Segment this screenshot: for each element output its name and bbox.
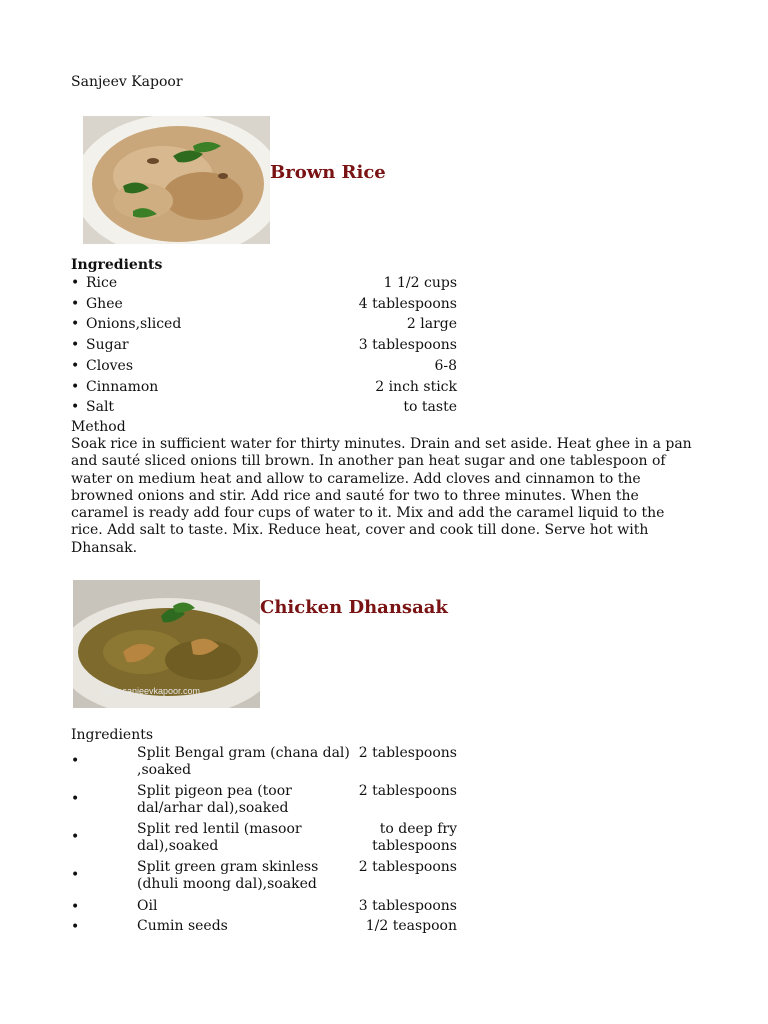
ingredient-quantity: 1/2 teaspoon [365, 918, 457, 934]
photo-watermark: www.sanjeevkapoor.com [101, 686, 201, 696]
bullet-icon: • [71, 919, 80, 935]
bullet-icon: • [71, 357, 80, 374]
ingredient-name: Oil [137, 898, 158, 914]
bullet-icon: • [71, 316, 80, 333]
recipe1-ingredients-heading: Ingredients [71, 257, 163, 273]
ingredient-quantity: 2 tablespoons [358, 745, 457, 761]
ingredient-row [71, 783, 457, 817]
ingredient-row [71, 859, 457, 893]
bullet-icon: • [71, 337, 80, 354]
brown-rice-photo [83, 116, 270, 244]
ingredient-name: Cinnamon [86, 378, 159, 395]
ingredient-quantity: 2 tablespoons [358, 859, 457, 875]
ingredient-quantity: 2 inch stick [375, 378, 457, 395]
ingredient-row [71, 918, 457, 935]
ingredient-name: Sugar [86, 337, 129, 354]
ingredient-name: Split pigeon pea (toor dal/arhar dal),soaked [137, 783, 292, 816]
bullet-icon: • [71, 378, 80, 395]
ingredient-row [71, 898, 457, 915]
ingredient-name: Split green gram skinless (dhuli moong dal),soaked [137, 859, 319, 892]
ingredient-name: Onions,sliced [86, 316, 182, 333]
chicken-dhansaak-photo [73, 580, 260, 708]
ingredient-quantity: to taste [403, 399, 457, 416]
ingredient-row [71, 399, 457, 419]
ingredient-name: Ghee [86, 295, 123, 312]
ingredient-name: Rice [86, 275, 118, 291]
ingredient-row [71, 358, 457, 378]
ingredient-name: Split red lentil (masoor dal),soaked [137, 821, 302, 854]
bullet-icon: • [71, 295, 80, 312]
bullet-icon: • [71, 899, 80, 915]
bullet-icon: • [71, 275, 80, 291]
bullet-icon: • [71, 867, 80, 883]
ingredient-quantity: 3 tablespoons [358, 337, 457, 354]
ingredient-quantity: to deep fry tablespoons [372, 821, 457, 854]
ingredient-quantity: 2 tablespoons [358, 783, 457, 799]
ingredient-row [71, 379, 457, 399]
ingredient-name: Cumin seeds [137, 918, 228, 934]
bullet-icon: • [71, 399, 80, 416]
bullet-icon: • [71, 829, 80, 845]
ingredient-row [71, 316, 457, 336]
recipe2-ingredients-heading: Ingredients [71, 727, 154, 743]
ingredient-quantity: 1 1/2 cups [383, 275, 457, 291]
bullet-icon: • [71, 753, 80, 769]
bullet-icon: • [71, 791, 80, 807]
ingredient-row [71, 275, 457, 295]
ingredient-name: Cloves [86, 357, 133, 374]
recipe1-title: Brown Rice [270, 162, 386, 183]
recipe1-method-heading: Method [71, 419, 126, 435]
recipe2-title: Chicken Dhansaak [260, 597, 448, 618]
ingredient-row [71, 296, 457, 316]
ingredient-row [71, 821, 457, 855]
ingredient-row [71, 337, 457, 357]
ingredient-row [71, 745, 457, 779]
ingredient-name: Salt [86, 399, 115, 416]
ingredient-quantity: 2 large [406, 316, 457, 333]
recipe1-method-text: Soak rice in sufficient water for thirty minutes. Drain and set aside. Heat ghee in a pan and sauté sliced onions till brown. In another pan heat sugar and one tablespoon of water on medium heat and allow to caramelize. Add cloves and cinnamon to the browned onions and stir. Add rice and sauté for two to three minutes. When the caramel is ready add four cups of water to it. Mix and add the caramel liquid to the rice. Add salt to taste. Mix. Reduce heat, cover and cook till done. Serve hot with Dhansak. [71, 436, 692, 556]
ingredient-name: Split Bengal gram (chana dal) ,soaked [137, 745, 350, 778]
ingredient-quantity: 6-8 [434, 357, 457, 374]
ingredient-quantity: 3 tablespoons [358, 898, 457, 914]
author-name: Sanjeev Kapoor [71, 74, 183, 90]
ingredient-quantity: 4 tablespoons [358, 295, 457, 312]
